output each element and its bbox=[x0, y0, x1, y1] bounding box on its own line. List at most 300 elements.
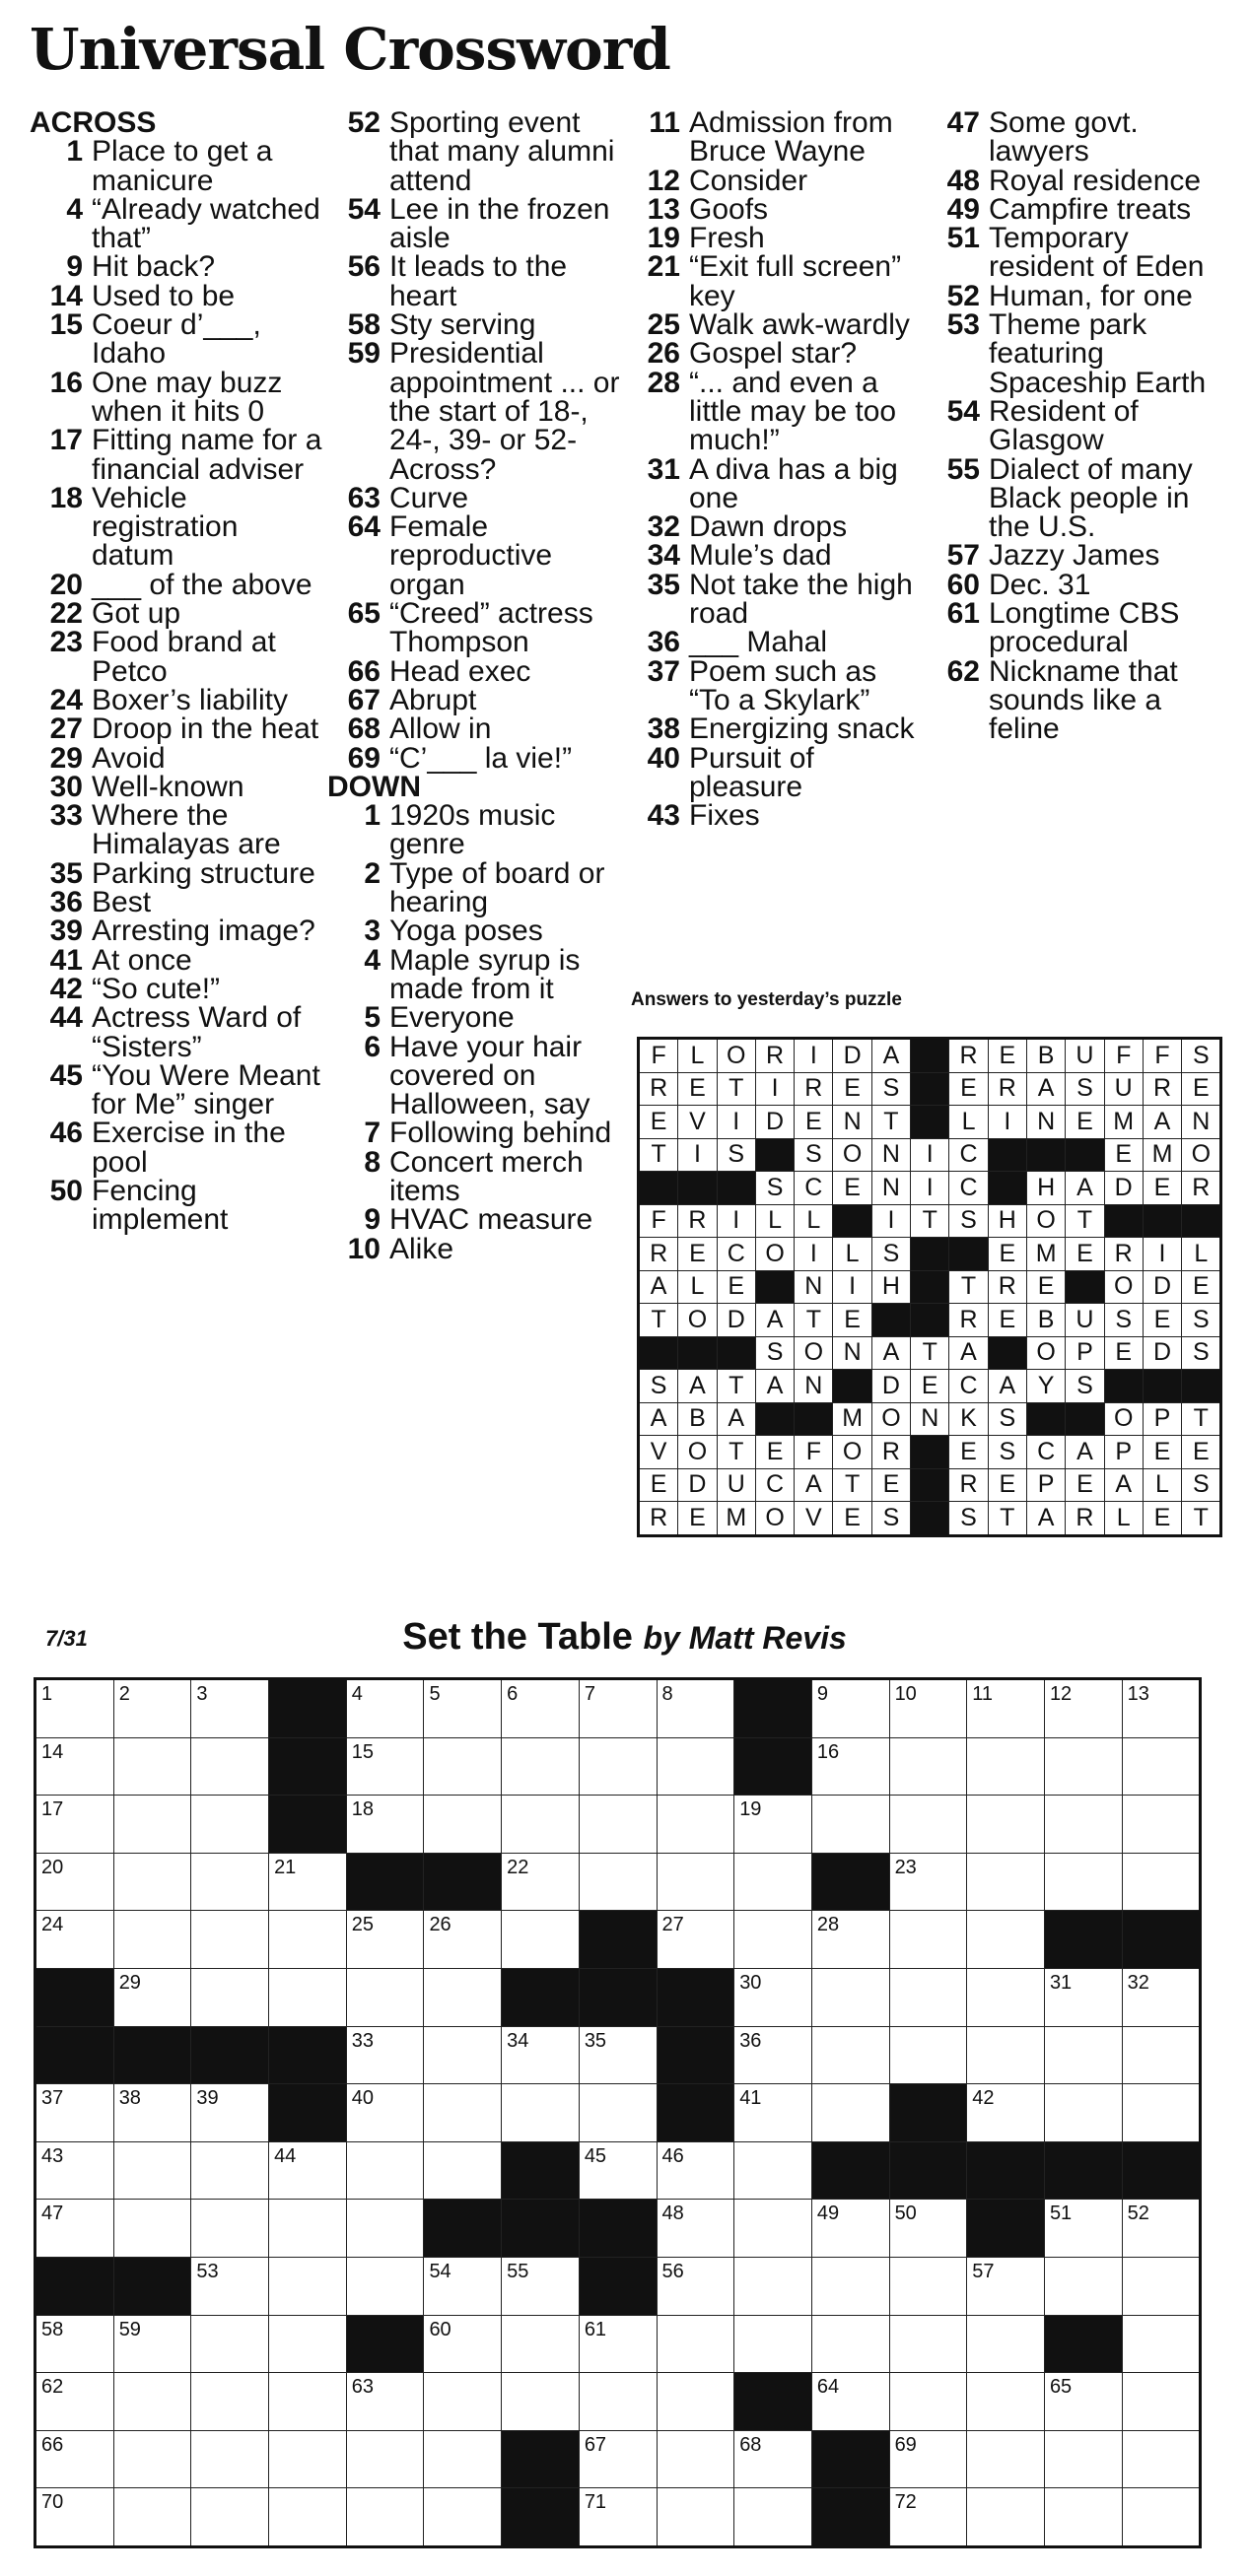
clue-text: Boxer’s liability bbox=[92, 683, 288, 716]
grid-cell[interactable] bbox=[967, 2257, 1045, 2315]
grid-cell[interactable] bbox=[657, 2430, 734, 2488]
answer-letter-cell: A bbox=[1066, 1172, 1104, 1205]
grid-cell[interactable] bbox=[113, 2430, 191, 2488]
grid-cell[interactable] bbox=[889, 1853, 967, 1911]
grid-cell[interactable] bbox=[502, 2084, 580, 2142]
grid-cell[interactable] bbox=[113, 2141, 191, 2200]
grid-cell[interactable] bbox=[1122, 2257, 1201, 2315]
grid-cell[interactable] bbox=[967, 2488, 1045, 2547]
grid-cell[interactable] bbox=[734, 2257, 812, 2315]
answer-black-cell bbox=[639, 1172, 678, 1205]
grid-cell[interactable] bbox=[346, 1737, 424, 1796]
grid-cell[interactable] bbox=[269, 2200, 347, 2258]
grid-cell[interactable] bbox=[811, 1911, 889, 1969]
clue-down-11 bbox=[627, 108, 923, 167]
grid-cell[interactable] bbox=[579, 2084, 657, 2142]
clue-text: Dawn drops bbox=[689, 510, 848, 544]
grid-cell[interactable] bbox=[113, 2200, 191, 2258]
answer-letter-cell: D bbox=[1143, 1270, 1181, 1304]
cell-number: 57 bbox=[972, 2260, 995, 2282]
grid-cell[interactable] bbox=[889, 2200, 967, 2258]
answer-letter-cell: I bbox=[717, 1106, 755, 1139]
grid-cell[interactable] bbox=[424, 2084, 502, 2142]
grid-cell[interactable] bbox=[1122, 2084, 1201, 2142]
black-square bbox=[657, 1968, 734, 2026]
grid-cell[interactable] bbox=[424, 1796, 502, 1854]
cell-number: 31 bbox=[1049, 1971, 1073, 1994]
clue-number: 43 bbox=[647, 799, 680, 833]
grid-cell[interactable] bbox=[967, 1796, 1045, 1854]
clue-across-41 bbox=[30, 943, 325, 977]
grid-cell[interactable] bbox=[35, 2200, 114, 2258]
grid-cell[interactable] bbox=[502, 2315, 580, 2373]
answer-letter-cell: T bbox=[949, 1270, 988, 1304]
clue-number: 16 bbox=[49, 366, 83, 399]
grid-cell[interactable] bbox=[424, 2430, 502, 2488]
answer-letter-cell: Y bbox=[1026, 1370, 1065, 1403]
answer-letter-cell: O bbox=[755, 1502, 794, 1536]
grid-cell[interactable] bbox=[35, 2084, 114, 2142]
grid-cell[interactable] bbox=[424, 1911, 502, 1969]
grid-cell[interactable] bbox=[657, 2141, 734, 2200]
answer-black-cell bbox=[911, 1106, 949, 1139]
clue-text: Exercise in the pool bbox=[92, 1117, 286, 1179]
clue-across-58 bbox=[327, 308, 623, 342]
cell-number: 60 bbox=[429, 2318, 451, 2340]
grid-cell[interactable] bbox=[191, 2430, 269, 2488]
answer-letter-cell: O bbox=[1104, 1270, 1143, 1304]
answer-letter-cell: P bbox=[1143, 1402, 1181, 1436]
clue-number: 41 bbox=[49, 943, 83, 977]
black-square bbox=[579, 2257, 657, 2315]
grid-cell[interactable] bbox=[35, 1796, 114, 1854]
grid-cell[interactable] bbox=[346, 2200, 424, 2258]
grid-cell[interactable] bbox=[502, 1796, 580, 1854]
grid-cell[interactable] bbox=[1044, 1737, 1122, 1796]
grid-cell[interactable] bbox=[1122, 2488, 1201, 2547]
grid-cell[interactable] bbox=[1044, 1679, 1122, 1738]
grid-cell[interactable] bbox=[502, 2373, 580, 2431]
grid-cell[interactable] bbox=[35, 2141, 114, 2200]
grid-cell[interactable] bbox=[811, 2084, 889, 2142]
clue-text: Fresh bbox=[689, 222, 765, 255]
clue-number: 59 bbox=[347, 337, 381, 371]
grid-cell[interactable] bbox=[657, 1737, 734, 1796]
grid-cell[interactable] bbox=[657, 2200, 734, 2258]
grid-cell[interactable] bbox=[811, 2026, 889, 2084]
grid-cell[interactable] bbox=[35, 2488, 114, 2547]
grid-cell[interactable] bbox=[269, 1968, 347, 2026]
grid-cell[interactable] bbox=[1122, 1853, 1201, 1911]
grid-cell[interactable] bbox=[346, 2430, 424, 2488]
answer-letter-cell: M bbox=[717, 1502, 755, 1536]
grid-cell[interactable] bbox=[346, 1968, 424, 2026]
grid-cell[interactable] bbox=[424, 1679, 502, 1738]
clue-text: Parking structure bbox=[92, 856, 315, 890]
grid-cell[interactable] bbox=[269, 2488, 347, 2547]
grid-cell[interactable] bbox=[579, 1853, 657, 1911]
grid-cell[interactable] bbox=[1044, 2084, 1122, 2142]
grid-cell[interactable] bbox=[346, 2141, 424, 2200]
answer-letter-cell: A bbox=[639, 1270, 678, 1304]
grid-cell[interactable] bbox=[579, 2315, 657, 2373]
answer-black-cell bbox=[988, 1336, 1026, 1370]
grid-cell[interactable] bbox=[1044, 1796, 1122, 1854]
grid-cell[interactable] bbox=[579, 1679, 657, 1738]
answer-letter-cell: O bbox=[1182, 1138, 1221, 1172]
answer-letter-cell: L bbox=[1182, 1238, 1221, 1271]
grid-cell[interactable] bbox=[424, 2257, 502, 2315]
clue-across-36 bbox=[30, 886, 325, 919]
clue-down-21 bbox=[627, 252, 923, 310]
grid-cell[interactable] bbox=[734, 1968, 812, 2026]
grid-cell[interactable] bbox=[424, 1737, 502, 1796]
grid-cell[interactable] bbox=[1044, 2488, 1122, 2547]
grid-cell[interactable] bbox=[269, 2141, 347, 2200]
answer-letter-cell: S bbox=[949, 1204, 988, 1238]
answer-letter-cell: P bbox=[1104, 1436, 1143, 1469]
clue-text: Jazzy James bbox=[989, 539, 1160, 573]
answer-black-cell bbox=[911, 1072, 949, 1106]
answer-letter-cell: S bbox=[755, 1336, 794, 1370]
grid-cell[interactable] bbox=[113, 1737, 191, 1796]
grid-cell[interactable] bbox=[579, 1737, 657, 1796]
grid-cell[interactable] bbox=[811, 2373, 889, 2431]
grid-cell[interactable] bbox=[35, 1737, 114, 1796]
grid-cell[interactable] bbox=[346, 1679, 424, 1738]
answer-letter-cell: L bbox=[678, 1039, 717, 1073]
answer-letter-cell: S bbox=[1182, 1039, 1221, 1073]
grid-cell[interactable] bbox=[502, 1911, 580, 1969]
answer-letter-cell: O bbox=[678, 1436, 717, 1469]
clue-number: 38 bbox=[647, 712, 680, 746]
answer-letter-cell: O bbox=[755, 1238, 794, 1271]
grid-cell[interactable] bbox=[811, 1679, 889, 1738]
grid-cell[interactable] bbox=[191, 2200, 269, 2258]
grid-cell[interactable] bbox=[889, 1796, 967, 1854]
grid-cell[interactable] bbox=[811, 2257, 889, 2315]
grid-cell[interactable] bbox=[113, 1968, 191, 2026]
grid-cell[interactable] bbox=[967, 1968, 1045, 2026]
answer-letter-cell: R bbox=[1143, 1072, 1181, 1106]
grid-cell[interactable] bbox=[889, 1911, 967, 1969]
clue-down-54 bbox=[927, 394, 1222, 457]
grid-cell[interactable] bbox=[734, 2430, 812, 2488]
grid-cell[interactable] bbox=[346, 2488, 424, 2547]
grid-cell[interactable] bbox=[734, 2141, 812, 2200]
grid-cell[interactable] bbox=[889, 2257, 967, 2315]
clue-across-68 bbox=[327, 712, 623, 746]
clue-text: Presidential appointment ... or the start of 18-, 24-, 39- or 52-Across? bbox=[389, 337, 620, 486]
clue-down-5 bbox=[327, 1001, 623, 1035]
grid-cell[interactable] bbox=[35, 1853, 114, 1911]
answer-letter-cell: D bbox=[717, 1304, 755, 1337]
answer-black-cell bbox=[911, 1502, 949, 1536]
answer-letter-cell: F bbox=[795, 1436, 833, 1469]
clue-number: 39 bbox=[49, 915, 83, 948]
grid-cell[interactable] bbox=[346, 2026, 424, 2084]
answer-black-cell bbox=[988, 1172, 1026, 1205]
grid-cell[interactable] bbox=[1044, 1853, 1122, 1911]
answer-letter-cell: E bbox=[639, 1468, 678, 1502]
grid-cell[interactable] bbox=[657, 1796, 734, 1854]
black-square bbox=[113, 2257, 191, 2315]
grid-cell[interactable] bbox=[191, 2373, 269, 2431]
grid-cell[interactable] bbox=[889, 2373, 967, 2431]
grid-cell[interactable] bbox=[967, 2084, 1045, 2142]
grid-cell[interactable] bbox=[502, 1679, 580, 1738]
answer-black-cell bbox=[911, 1468, 949, 1502]
clue-across-35 bbox=[30, 856, 325, 890]
grid-cell[interactable] bbox=[579, 2373, 657, 2431]
answer-letter-cell: N bbox=[795, 1370, 833, 1403]
clue-number: 33 bbox=[49, 799, 83, 833]
grid-cell[interactable] bbox=[734, 2200, 812, 2258]
clue-number: 7 bbox=[364, 1117, 381, 1150]
grid-cell[interactable] bbox=[346, 2257, 424, 2315]
grid-cell[interactable] bbox=[889, 2430, 967, 2488]
grid-cell[interactable] bbox=[424, 1968, 502, 2026]
grid-cell[interactable] bbox=[811, 1796, 889, 1854]
grid-cell[interactable] bbox=[967, 1911, 1045, 1969]
grid-cell[interactable] bbox=[1044, 2430, 1122, 2488]
grid-cell[interactable] bbox=[579, 1796, 657, 1854]
grid-cell[interactable] bbox=[657, 2315, 734, 2373]
grid-cell[interactable] bbox=[889, 2315, 967, 2373]
clue-down-10 bbox=[327, 1232, 623, 1265]
grid-cell[interactable] bbox=[191, 2084, 269, 2142]
answer-letter-cell: E bbox=[988, 1304, 1026, 1337]
clue-down-38 bbox=[627, 712, 923, 746]
grid-cell[interactable] bbox=[191, 2488, 269, 2547]
answer-letter-cell: F bbox=[1104, 1039, 1143, 1073]
grid-cell[interactable] bbox=[967, 1679, 1045, 1738]
answer-letter-cell: V bbox=[678, 1106, 717, 1139]
grid-cell[interactable] bbox=[657, 2373, 734, 2431]
grid-cell[interactable] bbox=[113, 1911, 191, 1969]
grid-cell[interactable] bbox=[502, 2026, 580, 2084]
clue-across-27 bbox=[30, 712, 325, 746]
grid-cell[interactable] bbox=[1044, 2200, 1122, 2258]
clue-number: 5 bbox=[364, 1001, 381, 1035]
grid-cell[interactable] bbox=[424, 2141, 502, 2200]
clue-across-30 bbox=[30, 770, 325, 803]
clue-text: Actress Ward of “Sisters” bbox=[92, 1001, 302, 1063]
grid-cell[interactable] bbox=[35, 1679, 114, 1738]
clue-down-13 bbox=[627, 192, 923, 226]
grid-cell[interactable] bbox=[657, 2488, 734, 2547]
clue-down-60 bbox=[927, 568, 1222, 601]
clue-number: 15 bbox=[49, 308, 83, 342]
answer-black-cell bbox=[1026, 1138, 1065, 1172]
clue-down-7 bbox=[327, 1117, 623, 1150]
grid-cell[interactable] bbox=[1122, 2200, 1201, 2258]
cell-number: 8 bbox=[661, 1683, 673, 1705]
grid-cell[interactable] bbox=[502, 1853, 580, 1911]
grid-cell[interactable] bbox=[734, 1853, 812, 1911]
clue-across-65 bbox=[327, 599, 623, 657]
answer-letter-cell: E bbox=[755, 1436, 794, 1469]
grid-cell[interactable] bbox=[734, 2084, 812, 2142]
grid-cell[interactable] bbox=[113, 2084, 191, 2142]
clue-across-67 bbox=[327, 683, 623, 716]
grid-cell[interactable] bbox=[657, 1679, 734, 1738]
grid-cell[interactable] bbox=[346, 2084, 424, 2142]
answer-letter-cell: S bbox=[1066, 1370, 1104, 1403]
grid-cell[interactable] bbox=[1122, 1737, 1201, 1796]
grid-cell[interactable] bbox=[811, 2315, 889, 2373]
grid-cell[interactable] bbox=[889, 2026, 967, 2084]
grid-cell[interactable] bbox=[579, 2488, 657, 2547]
clue-number: 9 bbox=[364, 1203, 381, 1237]
grid-cell[interactable] bbox=[1044, 2373, 1122, 2431]
grid-cell[interactable] bbox=[113, 2373, 191, 2431]
grid-cell[interactable] bbox=[657, 1853, 734, 1911]
grid-cell[interactable] bbox=[191, 1737, 269, 1796]
grid-cell[interactable] bbox=[346, 1796, 424, 1854]
grid-cell[interactable] bbox=[967, 2315, 1045, 2373]
grid-cell[interactable] bbox=[579, 2026, 657, 2084]
grid-cell[interactable] bbox=[967, 2026, 1045, 2084]
grid-cell[interactable] bbox=[889, 2488, 967, 2547]
cell-number: 26 bbox=[429, 1914, 451, 1936]
grid-cell[interactable] bbox=[811, 1968, 889, 2026]
grid-cell[interactable] bbox=[967, 1737, 1045, 1796]
answer-letter-cell: S bbox=[1182, 1468, 1221, 1502]
grid-cell[interactable] bbox=[1044, 1968, 1122, 2026]
grid-cell[interactable] bbox=[1122, 1968, 1201, 2026]
grid-cell[interactable] bbox=[1044, 2257, 1122, 2315]
clues-column-2 bbox=[327, 108, 623, 1263]
cell-number: 35 bbox=[584, 2029, 607, 2052]
grid-cell[interactable] bbox=[424, 2373, 502, 2431]
grid-cell[interactable] bbox=[1122, 2430, 1201, 2488]
grid-cell[interactable] bbox=[191, 1911, 269, 1969]
black-square bbox=[657, 2026, 734, 2084]
grid-cell[interactable] bbox=[1044, 2026, 1122, 2084]
grid-cell[interactable] bbox=[734, 1911, 812, 1969]
clue-text: Got up bbox=[92, 597, 181, 631]
grid-cell[interactable] bbox=[191, 1679, 269, 1738]
grid-cell[interactable] bbox=[269, 2315, 347, 2373]
answer-black-cell bbox=[1026, 1402, 1065, 1436]
grid-cell[interactable] bbox=[191, 2257, 269, 2315]
grid-cell[interactable] bbox=[889, 1679, 967, 1738]
grid-cell[interactable] bbox=[424, 2315, 502, 2373]
answer-black-cell bbox=[871, 1304, 910, 1337]
answer-letter-cell: I bbox=[678, 1138, 717, 1172]
clue-across-63 bbox=[327, 481, 623, 514]
grid-cell[interactable] bbox=[734, 1796, 812, 1854]
grid-cell[interactable] bbox=[35, 2430, 114, 2488]
grid-cell[interactable] bbox=[889, 1737, 967, 1796]
grid-cell[interactable] bbox=[269, 1853, 347, 1911]
grid-cell[interactable] bbox=[191, 1853, 269, 1911]
answer-letter-cell: T bbox=[1182, 1402, 1221, 1436]
grid-cell[interactable] bbox=[113, 1679, 191, 1738]
cell-number: 72 bbox=[894, 2491, 917, 2514]
grid-cell[interactable] bbox=[191, 2141, 269, 2200]
grid-cell[interactable] bbox=[889, 1968, 967, 2026]
grid-cell[interactable] bbox=[579, 2430, 657, 2488]
grid-cell[interactable] bbox=[502, 1737, 580, 1796]
grid-cell[interactable] bbox=[502, 2257, 580, 2315]
grid-cell[interactable] bbox=[113, 2488, 191, 2547]
cell-number: 30 bbox=[739, 1971, 762, 1994]
grid-cell[interactable] bbox=[191, 1796, 269, 1854]
grid-cell[interactable] bbox=[346, 2373, 424, 2431]
crossword-grid[interactable] bbox=[34, 1677, 1202, 2548]
clue-down-48 bbox=[927, 164, 1222, 197]
clue-across-44 bbox=[30, 1003, 325, 1061]
clue-down-37 bbox=[627, 654, 923, 716]
clue-text: “Creed” actress Thompson bbox=[389, 597, 593, 659]
grid-cell[interactable] bbox=[734, 2488, 812, 2547]
answer-letter-cell: S bbox=[1104, 1304, 1143, 1337]
grid-cell[interactable] bbox=[967, 2430, 1045, 2488]
grid-cell[interactable] bbox=[35, 2373, 114, 2431]
answer-letter-cell: E bbox=[1182, 1072, 1221, 1106]
grid-cell[interactable] bbox=[113, 1853, 191, 1911]
grid-cell[interactable] bbox=[657, 1911, 734, 1969]
clue-down-4 bbox=[327, 943, 623, 1005]
grid-cell[interactable] bbox=[269, 2257, 347, 2315]
grid-cell[interactable] bbox=[346, 1911, 424, 1969]
clue-text: One may buzz when it hits 0 bbox=[92, 366, 283, 428]
cell-number: 34 bbox=[507, 2029, 529, 2052]
grid-cell[interactable] bbox=[269, 2430, 347, 2488]
grid-cell[interactable] bbox=[734, 2026, 812, 2084]
grid-cell[interactable] bbox=[191, 2315, 269, 2373]
grid-cell[interactable] bbox=[113, 2315, 191, 2373]
grid-cell[interactable] bbox=[967, 2373, 1045, 2431]
grid-cell[interactable] bbox=[113, 1796, 191, 1854]
grid-cell[interactable] bbox=[269, 1911, 347, 1969]
answer-letter-cell: S bbox=[639, 1370, 678, 1403]
grid-cell[interactable] bbox=[35, 2315, 114, 2373]
grid-cell[interactable] bbox=[269, 2373, 347, 2431]
grid-cell[interactable] bbox=[579, 2141, 657, 2200]
grid-cell[interactable] bbox=[657, 2257, 734, 2315]
answer-letter-cell: I bbox=[833, 1270, 871, 1304]
clue-text: Coeur d’___, Idaho bbox=[92, 308, 261, 371]
grid-cell[interactable] bbox=[1122, 2026, 1201, 2084]
grid-cell[interactable] bbox=[35, 1911, 114, 1969]
grid-cell[interactable] bbox=[424, 2488, 502, 2547]
clue-down-12 bbox=[627, 164, 923, 197]
clue-text: Avoid bbox=[92, 741, 166, 775]
cell-number: 55 bbox=[507, 2260, 529, 2282]
grid-cell[interactable] bbox=[1122, 2373, 1201, 2431]
grid-cell[interactable] bbox=[811, 1737, 889, 1796]
grid-cell[interactable] bbox=[1122, 1679, 1201, 1738]
clue-text: Human, for one bbox=[989, 279, 1193, 312]
grid-cell[interactable] bbox=[424, 2026, 502, 2084]
cell-number: 11 bbox=[972, 1683, 994, 1705]
cell-number: 16 bbox=[816, 1740, 840, 1763]
grid-cell[interactable] bbox=[734, 2315, 812, 2373]
grid-cell[interactable] bbox=[1122, 1796, 1201, 1854]
grid-cell[interactable] bbox=[191, 1968, 269, 2026]
cell-number: 22 bbox=[507, 1856, 529, 1878]
grid-cell[interactable] bbox=[967, 1853, 1045, 1911]
clue-number: 28 bbox=[647, 366, 680, 399]
grid-cell[interactable] bbox=[1122, 2315, 1201, 2373]
clue-down-35 bbox=[627, 568, 923, 631]
black-square bbox=[579, 1968, 657, 2026]
clue-text: “... and even a little may be too much!” bbox=[689, 366, 897, 457]
grid-cell[interactable] bbox=[811, 2200, 889, 2258]
